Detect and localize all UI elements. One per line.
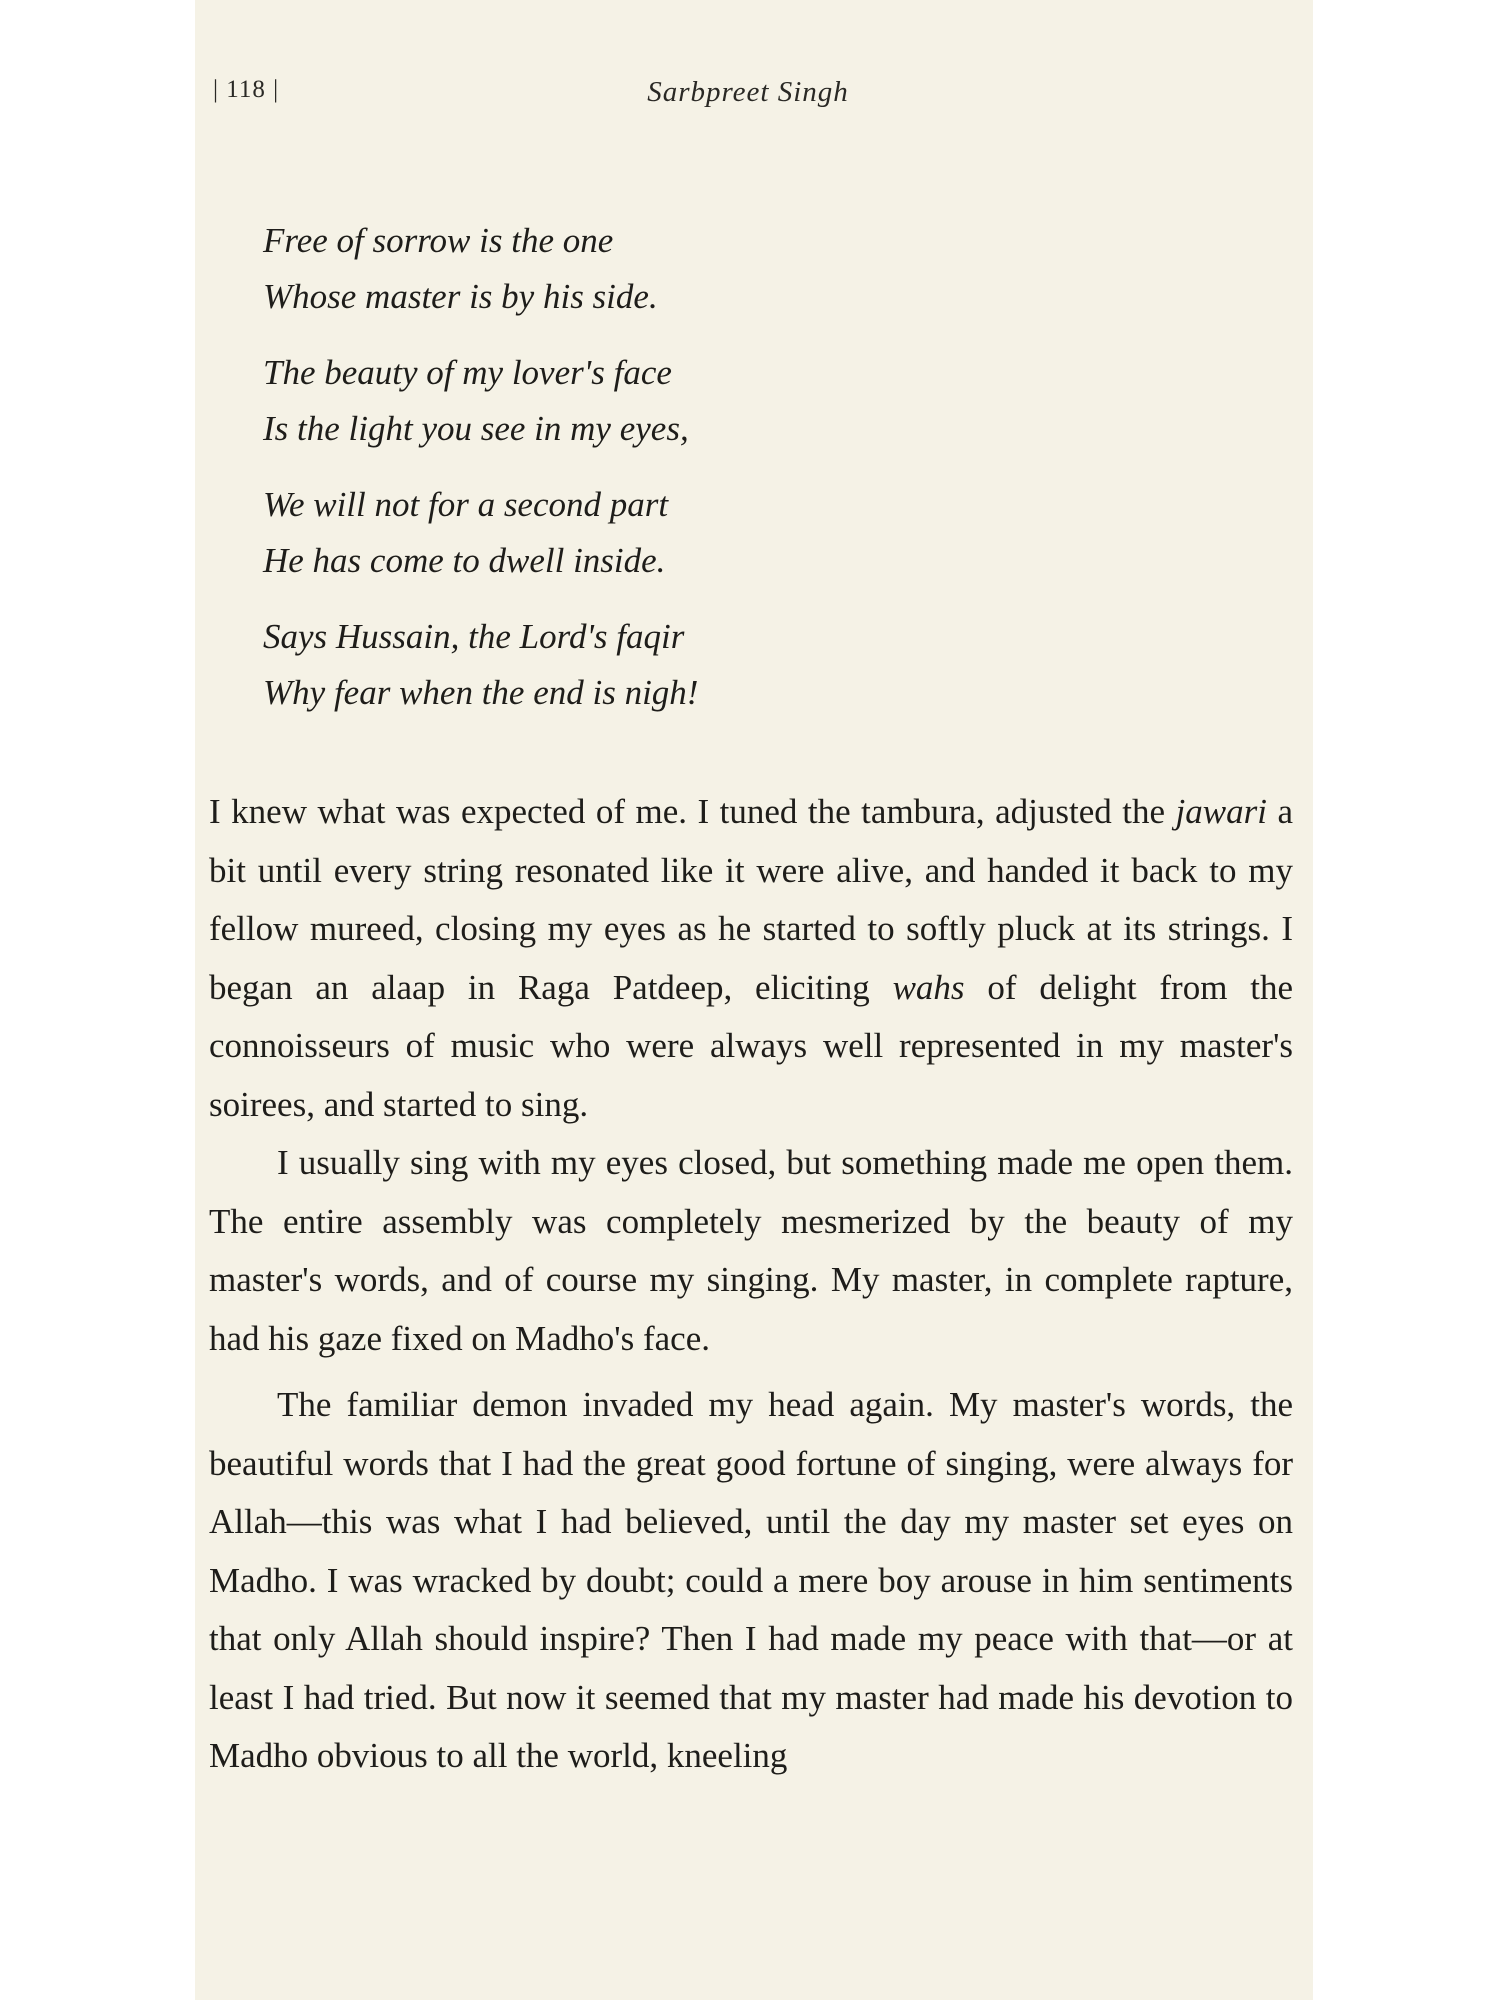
italic-term: jawari — [1175, 792, 1267, 831]
body-text — [209, 783, 1293, 1786]
verse-block — [263, 213, 983, 741]
page-header — [213, 76, 1283, 116]
verse-line: Is the light you see in my eyes, — [263, 409, 689, 448]
verse-stanza — [263, 213, 983, 325]
paragraph-3: The familiar demon invaded my head again. My master's words, the beautiful words that I had the great good fortune of singing, were always for Allah—this was what I had believed, until the day my master set eyes on Madho. I was wracked by doubt; could a mere boy arouse in him sentiments that only Allah should inspire? Then I had made my peace with that—or at least I had tried. But now it seemed that my master had made his devotion to Madho obvious to all the world, kneeling — [209, 1385, 1293, 1775]
book-page — [195, 0, 1313, 2000]
verse-stanza — [263, 477, 983, 589]
running-head-author: Sarbpreet Singh — [647, 76, 849, 108]
paragraph-text: I knew what was expected of me. I tuned the tambura, adjusted the — [209, 792, 1176, 831]
page-number: | 118 | — [213, 76, 280, 103]
verse-line: Whose master is by his side. — [263, 277, 658, 316]
verse-line: We will not for a second part — [263, 485, 669, 524]
verse-line: He has come to dwell inside. — [263, 541, 666, 580]
verse-stanza — [263, 345, 983, 457]
paragraph-text: a bit until every string resonated like it were alive, and handed it back to my fellow mureed, closing my eyes as he started to softly pluck at its strings. I began an alaap in Raga Patdeep, eliciting — [209, 792, 1293, 1007]
paragraph-text: of delight from the connoisseurs of music who were always well represented in my master's soirees, and started to sing. — [209, 967, 1293, 1124]
verse-line: Why fear when the end is nigh! — [263, 673, 699, 712]
paragraph-2: I usually sing with my eyes closed, but something made me open them. The entire assembly was completely mesmerized by the beauty of my master's words, and of course my singing. My master, in complete rapture, had his gaze fixed on Madho's face. — [209, 1143, 1293, 1358]
paragraph-1 — [209, 783, 1293, 1134]
verse-stanza — [263, 609, 983, 721]
verse-line: Free of sorrow is the one — [263, 221, 614, 260]
italic-term: wahs — [892, 967, 965, 1007]
verse-line: Says Hussain, the Lord's faqir — [263, 617, 685, 656]
verse-line: The beauty of my lover's face — [263, 353, 672, 392]
